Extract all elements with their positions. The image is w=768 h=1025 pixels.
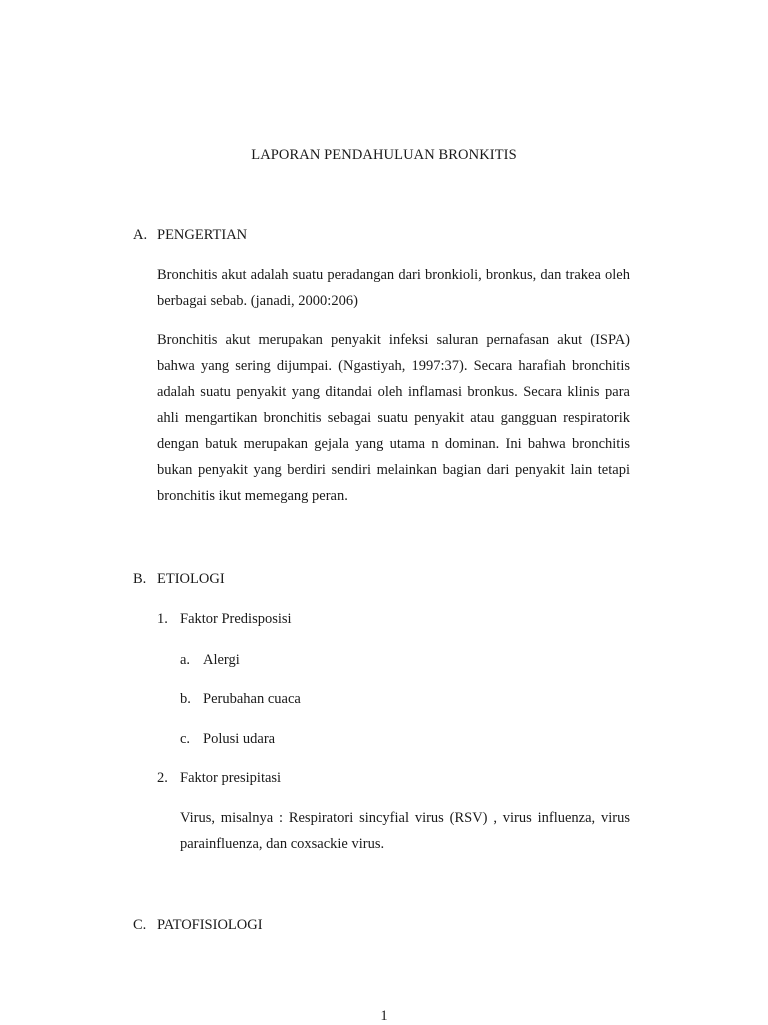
section-a-letter: A. [133,227,148,243]
etiologi-item-2-text: Virus, misalnya : Respiratori sincyfial virus (RSV) , virus influenza, virus parainfluenza, dan coxsackie virus. [180,810,630,852]
subitem-c-label: Polusi udara [203,731,276,747]
etiologi-item-1-number: 1. [157,611,168,627]
subitem-a-letter: a. [180,652,191,668]
section-a-paragraph-1: Bronchitis akut adalah suatu peradangan dari bronkioli, bronkus, dan trakea oleh berbagai sebab. (janadi, 2000:206) [157,267,630,309]
etiologi-item-2-label: Faktor presipitasi [180,770,282,786]
section-b-letter: B. [133,571,147,587]
subitem-b-label: Perubahan cuaca [203,691,301,707]
section-c-letter: C. [133,917,147,933]
etiologi-item-2-number: 2. [157,770,168,786]
subitem-b-letter: b. [180,691,191,707]
etiologi-item-1-label: Faktor Predisposisi [180,611,292,627]
page-number: 1 [380,1008,388,1024]
subitem-c-letter: c. [180,731,191,747]
section-b-heading: ETIOLOGI [157,571,225,587]
section-a-heading: PENGERTIAN [157,227,248,243]
section-a-paragraph-2: Bronchitis akut merupakan penyakit infeksi saluran pernafasan akut (ISPA) bahwa yang sering dijumpai. (Ngastiyah, 1997:37). Secara harafiah bronchitis adalah suatu penyakit yang ditandai oleh inflamasi bronkus. Secara klinis para ahli mengartikan bronchitis sebagai suatu penyakit atau gangguan respiratorik dengan batuk merupakan gejala yang utama n dominan. Ini bahwa bronchitis bukan penyakit yang berdiri sendiri melainkan bagian dari penyakit lain tetapi bronchitis ikut memegang peran. [157,332,630,504]
subitem-a-label: Alergi [203,652,240,668]
document-title: LAPORAN PENDAHULUAN BRONKITIS [251,147,517,163]
section-c-heading: PATOFISIOLOGI [157,917,263,933]
